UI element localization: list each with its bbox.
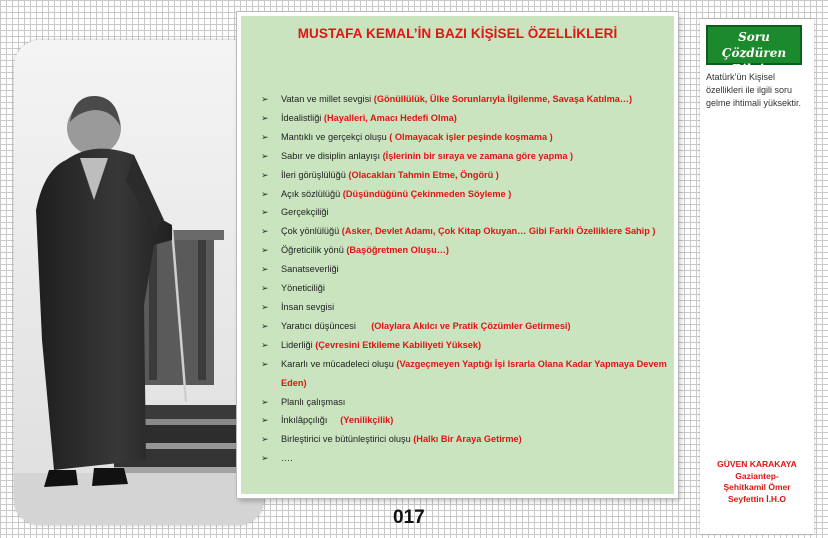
item-text: Gerçekçiliği — [281, 207, 329, 218]
item-text: Öğreticilik yönü — [281, 245, 347, 256]
arrow-bullet-icon: ➢ — [261, 226, 269, 237]
item-text: …. — [281, 453, 293, 464]
item-highlight: (Asker, Devlet Adamı, Çok Kitap Okuyan… Gibi Farklı Özelliklere Sahip ) — [341, 226, 656, 237]
list-item — [261, 449, 671, 468]
item-highlight: (Gönüllülük, Ülke Sorunlarıyla İlgilenme, Savaşa Katılma…) — [373, 94, 633, 104]
item-text: Vatan ve millet sevgisi — [281, 94, 374, 104]
arrow-bullet-icon: ➢ — [261, 188, 269, 199]
list-item — [261, 336, 671, 355]
item-text: Açık sözlülüğü — [281, 188, 343, 199]
list-item — [261, 109, 671, 128]
arrow-bullet-icon: ➢ — [261, 131, 269, 142]
portrait-photo — [14, 40, 264, 525]
portrait-illustration — [14, 40, 264, 525]
item-text: Çok yönlülüğü — [281, 226, 342, 237]
list-item — [261, 241, 671, 260]
logo-line-2: Bilgim — [731, 62, 777, 76]
list-item — [261, 260, 671, 279]
arrow-bullet-icon: ➢ — [261, 150, 269, 161]
arrow-bullet-icon: ➢ — [261, 415, 269, 426]
arrow-bullet-icon: ➢ — [261, 94, 269, 104]
item-text: Liderliği — [281, 339, 316, 350]
item-text: Yöneticiliği — [281, 283, 325, 294]
item-highlight: (Hayalleri, Amacı Hedefi Olma) — [323, 112, 457, 123]
item-highlight: (İşlerinin bir sıraya ve zamana göre yapma ) — [382, 150, 574, 161]
arrow-bullet-icon: ➢ — [261, 264, 269, 275]
side-panel — [700, 19, 814, 534]
characteristics-list — [261, 90, 671, 468]
item-text: Kararlı ve mücadeleci oluşu — [281, 358, 397, 369]
item-highlight: (Düşündüğünü Çekinmeden Söyleme ) — [342, 188, 512, 199]
item-text: Sanatseverliği — [281, 264, 339, 275]
item-highlight: (Vazgeçmeyen Yaptığı İşi Israrla Olana Kadar Yapmaya Devem Eden) — [281, 358, 667, 388]
item-text: İnkılâpçılığı — [281, 415, 341, 426]
arrow-bullet-icon: ➢ — [261, 434, 269, 445]
item-text: Mantıklı ve gerçekçi oluşu — [281, 131, 390, 142]
list-item — [261, 222, 671, 241]
list-item — [261, 430, 671, 449]
item-text: İdealistliği — [281, 112, 324, 123]
list-item — [261, 166, 671, 185]
list-item — [261, 317, 671, 336]
item-highlight: ( Olmayacak işler peşinde koşmama ) — [389, 131, 553, 142]
list-item — [261, 128, 671, 147]
arrow-bullet-icon: ➢ — [261, 396, 269, 407]
logo-line-1: Soru Çözdüren — [721, 30, 787, 60]
list-item — [261, 393, 671, 412]
list-item — [261, 411, 671, 430]
author-school-line-1: Gaziantep- — [735, 470, 779, 481]
arrow-bullet-icon: ➢ — [261, 339, 269, 350]
arrow-bullet-icon: ➢ — [261, 245, 269, 256]
list-item — [261, 90, 671, 109]
list-item — [261, 279, 671, 298]
item-text: Planlı çalışması — [281, 396, 346, 407]
page-number: 017 — [393, 507, 425, 528]
item-text: Sabır ve disiplin anlayışı — [281, 150, 383, 161]
page-title: MUSTAFA KEMAL’İN BAZI KİŞİSEL ÖZELLİKLERİ — [297, 26, 618, 41]
item-highlight: (Olaylara Akılcı ve Pratik Çözümler Getirmesi) — [371, 320, 571, 331]
arrow-bullet-icon: ➢ — [261, 453, 269, 464]
list-item — [261, 147, 671, 166]
item-highlight: (Yenilikçilik) — [340, 415, 394, 426]
item-highlight: (Başöğretmen Oluşu…) — [346, 245, 449, 256]
author-school-line-3: Seyfettin İ.H.O — [727, 493, 787, 504]
arrow-bullet-icon: ➢ — [261, 301, 269, 312]
arrow-bullet-icon: ➢ — [261, 283, 269, 294]
author-school-line-2: Şehitkamil Ömer — [723, 482, 791, 492]
list-item — [261, 298, 671, 317]
main-content-panel — [237, 12, 678, 498]
brand-logo — [706, 25, 802, 76]
arrow-bullet-icon: ➢ — [261, 169, 269, 180]
side-note: Atatürk’ün Kişisel özellikleri ile ilgili soru gelme ihtimali yüksektir. — [706, 72, 802, 108]
list-item — [261, 203, 671, 222]
item-highlight: (Halkı Bir Araya Getirme) — [413, 434, 522, 445]
list-item — [261, 355, 671, 393]
arrow-bullet-icon: ➢ — [261, 112, 269, 123]
item-text: Birleştirici ve bütünleştirici oluşu — [281, 434, 414, 445]
arrow-bullet-icon: ➢ — [261, 207, 269, 218]
arrow-bullet-icon: ➢ — [261, 320, 269, 331]
list-item — [261, 185, 671, 204]
item-highlight: (Çevresini Etkileme Kabiliyeti Yüksek) — [315, 339, 482, 350]
item-text: İnsan sevgisi — [281, 301, 335, 312]
author-name: GÜVEN KARAKAYA — [717, 459, 797, 469]
arrow-bullet-icon: ➢ — [261, 358, 269, 369]
author-block — [700, 459, 814, 505]
item-text: Yaratıcı düşüncesi — [281, 320, 372, 331]
item-text: İleri görüşlülüğü — [281, 169, 349, 180]
item-highlight: (Olacakları Tahmin Etme, Öngörü ) — [348, 169, 499, 180]
